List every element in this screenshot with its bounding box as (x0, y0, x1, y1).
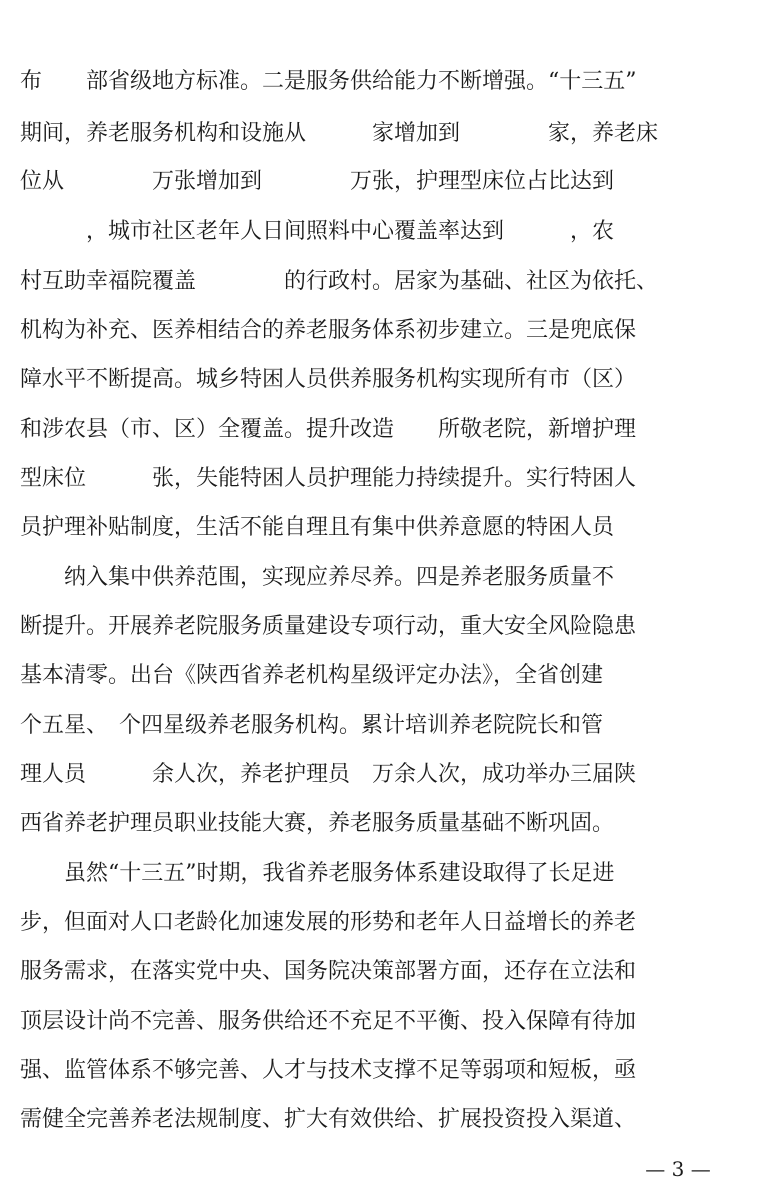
page-number: — 3 — (645, 1157, 711, 1181)
text-line: 型床位 张，失能特困人员护理能力持续提升。实行特困人 (20, 466, 637, 491)
text-line: 位从 万张增加到 万张，护理型床位占比达到 (20, 169, 615, 194)
text-line: 障水平不断提高。城乡特困人员供养服务机构实现所有市（区） (20, 367, 637, 392)
text-line: 西省养老护理员职业技能大赛，养老服务质量基础不断巩固。 (20, 811, 615, 836)
text-line: 纳入集中供养范围，实现应养尽养。四是养老服务质量不 (20, 565, 615, 590)
text-line: ，城市社区老年人日间照料中心覆盖率达到 ，农 (20, 219, 615, 244)
text-line: 步，但面对人口老龄化加速发展的形势和老年人日益增长的养老 (20, 910, 637, 935)
text-line: 机构为补充、医养相结合的养老服务体系初步建立。三是兜底保 (20, 318, 637, 343)
text-line: 理人员 余人次，养老护理员 万余人次，成功举办三届陕 (20, 762, 637, 787)
text-line: 顶层设计尚不完善、服务供给还不充足不平衡、投入保障有待加 (20, 1009, 637, 1034)
text-line: 和涉农县（市、区）全覆盖。提升改造 所敬老院，新增护理 (20, 417, 637, 442)
text-line: 强、监管体系不够完善、人才与技术支撑不足等弱项和短板，亟 (20, 1058, 637, 1083)
text-line: 断提升。开展养老院服务质量建设专项行动，重大安全风险隐患 (20, 614, 637, 639)
text-line: 需健全完善养老法规制度、扩大有效供给、扩展投资投入渠道、 (20, 1107, 637, 1132)
text-line: 基本清零。出台《陕西省养老机构星级评定办法》，全省创建 (20, 663, 604, 688)
text-line: 村互助幸福院覆盖 的行政村。居家为基础、社区为依托、 (20, 269, 659, 294)
text-line: 布 部省级地方标准。二是服务供给能力不断增强。“十三五” (20, 69, 637, 94)
text-line: 个五星、 个四星级养老服务机构。累计培训养老院院长和管 (20, 713, 604, 738)
text-line: 员护理补贴制度，生活不能自理且有集中供养意愿的特困人员 (20, 515, 615, 540)
text-line: 虽然“十三五”时期，我省养老服务体系建设取得了长足进 (20, 861, 615, 886)
text-line: 服务需求，在落实党中央、国务院决策部署方面，还存在立法和 (20, 959, 637, 984)
text-line: 期间，养老服务机构和设施从 家增加到 家，养老床 (20, 121, 659, 146)
